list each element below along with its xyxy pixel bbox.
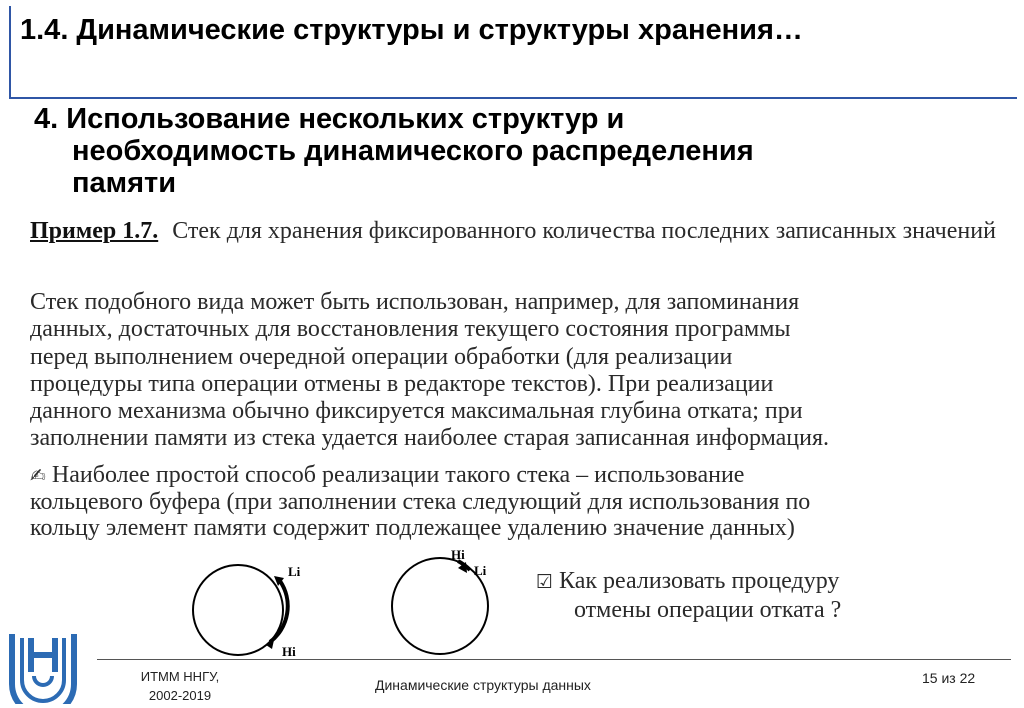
hint-block	[30, 462, 1020, 541]
section-heading-line-3: памяти	[72, 167, 177, 199]
question-block	[536, 567, 841, 624]
ring-buffer-left	[193, 564, 301, 659]
paragraph-line: Стек подобного вида может быть использован, например, для запоминания	[30, 289, 800, 315]
ring-buffer-right	[392, 548, 488, 654]
left-ring-label-hi: Hi	[282, 644, 296, 659]
unn-logo	[4, 628, 82, 704]
example-block	[30, 219, 1010, 244]
paragraph-line: заполнении памяти из стека удается наиболее старая записанная информация.	[30, 425, 829, 452]
paragraph-line: процедуры типа операции отмены в редакторе текстов). При реализации	[30, 370, 774, 397]
checkbox-icon: ☑	[536, 571, 554, 593]
hint-line: Наиболее простой способ реализации такого стека – использование	[51, 462, 745, 488]
footer-course-title: Динамические структуры данных	[375, 677, 591, 693]
ring-buffer-diagram	[190, 548, 520, 668]
writing-hand-icon: ✍	[30, 465, 46, 487]
section-heading	[34, 103, 994, 199]
paragraph-line: данных, достаточных для восстановления текущего состояния программы	[30, 316, 791, 343]
title-accent-bar	[9, 6, 11, 98]
description-paragraph	[30, 289, 1020, 453]
question-line-1: Как реализовать процедуру	[559, 568, 840, 594]
paragraph-line: данного механизма обычно фиксируется максимальная глубина отката; при	[30, 398, 803, 425]
right-ring-label-hi: Hi	[451, 548, 465, 562]
hint-line: кольцевого буфера (при заполнении стека следующий для использования по	[30, 489, 811, 515]
left-ring-label-li: Li	[288, 564, 301, 579]
footer-org-line-1: ИТММ ННГУ,	[140, 669, 220, 684]
right-ring-label-li: Li	[474, 563, 487, 578]
paragraph-line: перед выполнением очередной операции обработки (для реализации	[30, 343, 733, 370]
footer-org-line-2: 2002-2019	[148, 688, 212, 703]
section-heading-line-1: 4. Использование нескольких структур и	[34, 103, 625, 135]
hint-line: кольцу элемент памяти содержит подлежащее удалению значение данных)	[30, 515, 795, 541]
example-text: Стек для хранения фиксированного количества последних записанных значений	[172, 218, 996, 244]
slide-title: 1.4. Динамические структуры и структуры хранения…	[20, 14, 803, 46]
section-heading-line-2: необходимость динамического распределения	[72, 135, 754, 167]
question-line-2: отмены операции отката ?	[574, 597, 842, 623]
title-underline	[9, 97, 1017, 99]
example-label: Пример 1.7.	[30, 218, 159, 244]
footer-organization	[120, 667, 240, 705]
footer-page-number: 15 из 22	[922, 670, 976, 686]
footer-divider	[97, 659, 1011, 660]
